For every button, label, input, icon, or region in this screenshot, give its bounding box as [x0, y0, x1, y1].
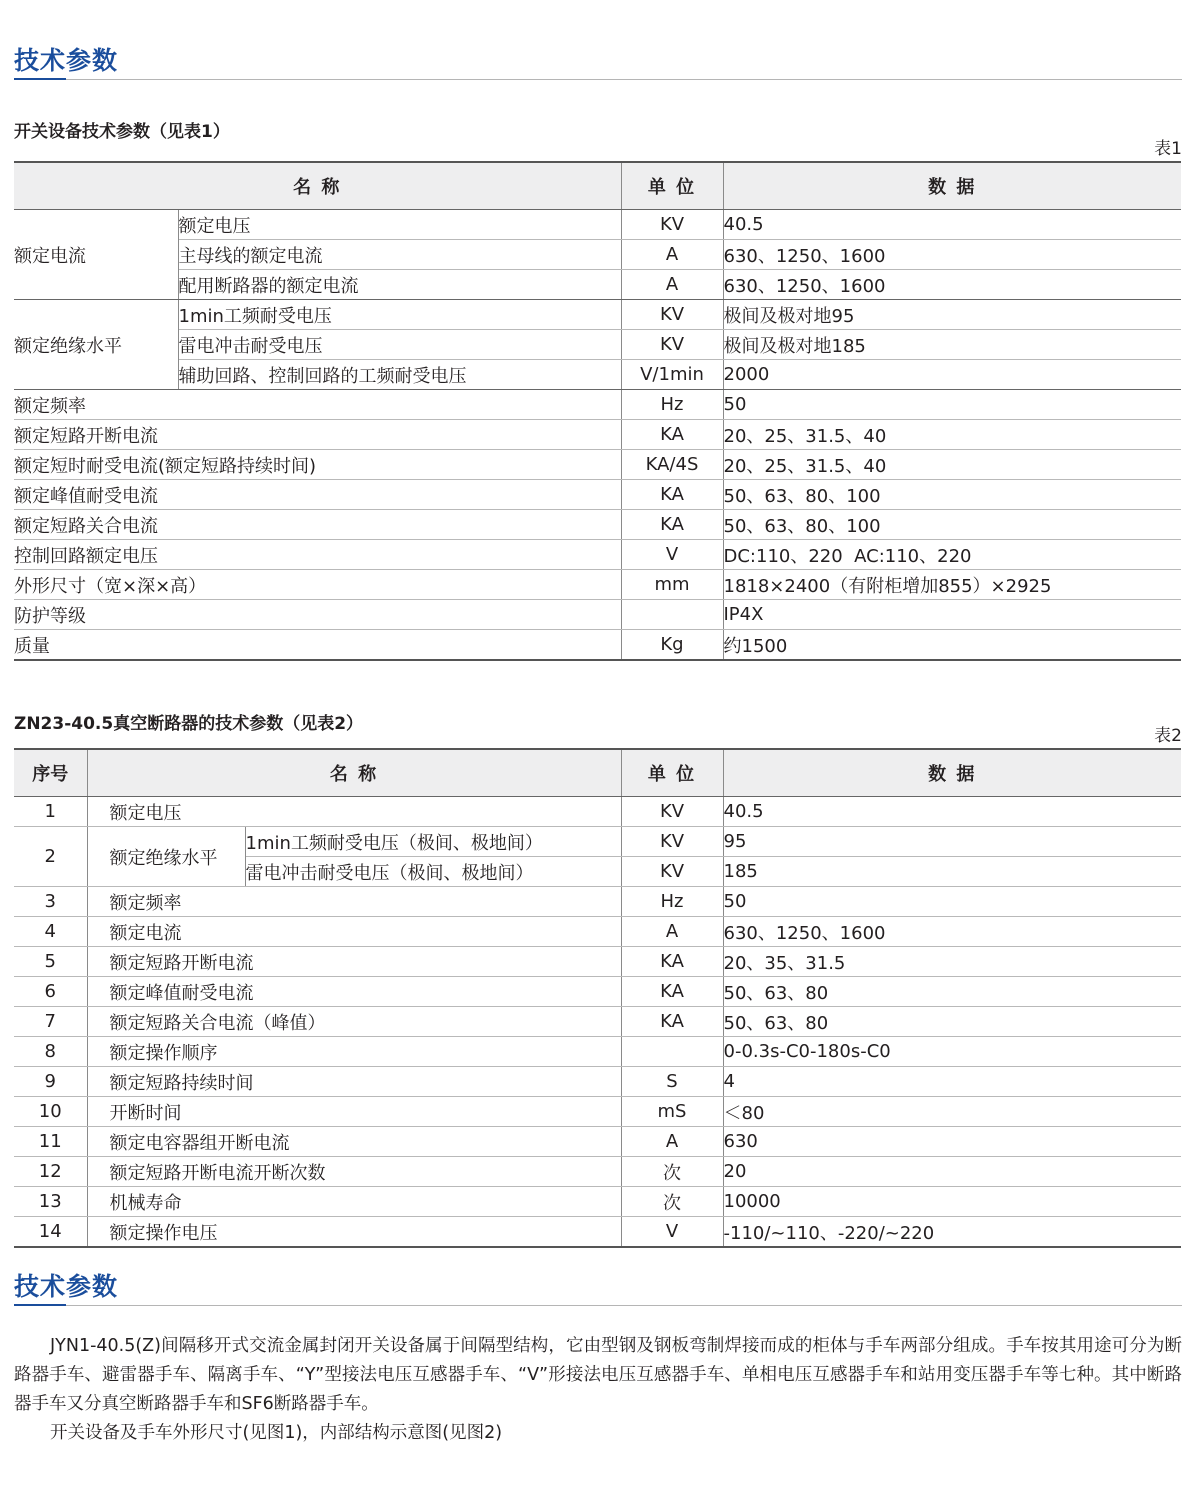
- row-name: 1min工频耐受电压: [178, 300, 621, 330]
- row-value: 0-0.3s-C0-180s-C0: [723, 1037, 1181, 1067]
- row-unit: Hz: [621, 390, 723, 420]
- row-name: 额定峰值耐受电流: [87, 977, 621, 1007]
- row-unit: KA: [621, 480, 723, 510]
- row-name: 额定电流: [87, 917, 621, 947]
- row-value: 95: [723, 827, 1181, 857]
- row-unit: 次: [621, 1187, 723, 1217]
- table-row: [14, 797, 1181, 827]
- row-seq: 4: [14, 917, 87, 947]
- row-value: 50、63、80、100: [723, 510, 1181, 540]
- row-value: 10000: [723, 1187, 1181, 1217]
- header-unit: 单 位: [621, 162, 723, 210]
- group-label: 额定电流: [14, 210, 178, 300]
- row-unit: KA: [621, 510, 723, 540]
- section-rule: [66, 79, 1182, 80]
- row-name: 配用断路器的额定电流: [178, 270, 621, 300]
- section-title: 技术参数: [14, 46, 119, 75]
- row-unit: V: [621, 1217, 723, 1248]
- table-row: [14, 510, 1181, 540]
- table-row: [14, 1157, 1181, 1187]
- row-unit: Hz: [621, 887, 723, 917]
- row-value: 50、63、80: [723, 977, 1181, 1007]
- table-row: [14, 330, 1181, 360]
- row-value: 20: [723, 1157, 1181, 1187]
- row-value: 40.5: [723, 797, 1181, 827]
- row-seq: 11: [14, 1127, 87, 1157]
- row-unit: V/1min: [621, 360, 723, 390]
- table-row: [14, 1097, 1181, 1127]
- row-name: 额定电压: [178, 210, 621, 240]
- row-name: 防护等级: [14, 600, 621, 630]
- table-row: [14, 270, 1181, 300]
- row-unit: mS: [621, 1097, 723, 1127]
- row-unit: KA: [621, 947, 723, 977]
- section-rule: [66, 1305, 1182, 1306]
- row-value: 630、1250、1600: [723, 240, 1181, 270]
- row-value: DC:110、220 AC:110、220: [723, 540, 1181, 570]
- row-seq: 1: [14, 797, 87, 827]
- row-name: 控制回路额定电压: [14, 540, 621, 570]
- header-unit: 单 位: [621, 749, 723, 797]
- row-seq: 3: [14, 887, 87, 917]
- row-name: 额定操作电压: [87, 1217, 621, 1248]
- row-name: 额定操作顺序: [87, 1037, 621, 1067]
- row-name: 主母线的额定电流: [178, 240, 621, 270]
- row-name: 额定短路开断电流: [14, 420, 621, 450]
- row-value: IP4X: [723, 600, 1181, 630]
- row-value: 630: [723, 1127, 1181, 1157]
- row-unit: A: [621, 1127, 723, 1157]
- row-unit: [621, 600, 723, 630]
- row-unit: KV: [621, 300, 723, 330]
- table-row: [14, 917, 1181, 947]
- row-name: 质量: [14, 630, 621, 661]
- row-name: 额定电压: [87, 797, 621, 827]
- table-row: [14, 977, 1181, 1007]
- row-seq: 10: [14, 1097, 87, 1127]
- row-name: 额定频率: [87, 887, 621, 917]
- table2-number: 表2: [1154, 726, 1182, 746]
- header-data: 数 据: [723, 162, 1181, 210]
- table-row: [14, 827, 1181, 857]
- row-unit: KA/4S: [621, 450, 723, 480]
- table-row: [14, 947, 1181, 977]
- row-unit: S: [621, 1067, 723, 1097]
- row-value: 2000: [723, 360, 1181, 390]
- row-seq: 12: [14, 1157, 87, 1187]
- section-title-underline: [14, 78, 66, 80]
- row-seq: 14: [14, 1217, 87, 1248]
- table-row: [14, 210, 1181, 240]
- section-title: 技术参数: [14, 1272, 119, 1301]
- row-unit: KV: [621, 797, 723, 827]
- row-unit: [621, 1037, 723, 1067]
- description-paragraph: 开关设备及手车外形尺寸(见图1)，内部结构示意图(见图2): [50, 1423, 503, 1443]
- table-header-row: [14, 162, 1181, 210]
- row-unit: A: [621, 240, 723, 270]
- row-name: 额定频率: [14, 390, 621, 420]
- row-unit: KV: [621, 857, 723, 887]
- row-name: 额定短路关合电流: [14, 510, 621, 540]
- row-subname: 雷电冲击耐受电压（极间、极地间）: [245, 857, 621, 887]
- row-name: 额定电容器组开断电流: [87, 1127, 621, 1157]
- table-row: [14, 540, 1181, 570]
- row-name: 雷电冲击耐受电压: [178, 330, 621, 360]
- row-unit: KA: [621, 977, 723, 1007]
- table-row: [14, 1067, 1181, 1097]
- table-row: [14, 1187, 1181, 1217]
- row-value: 50、63、80、100: [723, 480, 1181, 510]
- table-row: [14, 420, 1181, 450]
- row-name: 额定峰值耐受电流: [14, 480, 621, 510]
- row-seq: 9: [14, 1067, 87, 1097]
- row-seq: 2: [14, 827, 87, 887]
- row-unit: 次: [621, 1157, 723, 1187]
- table-row: [14, 887, 1181, 917]
- row-value: -110/~110、-220/~220: [723, 1217, 1181, 1248]
- table-row: [14, 570, 1181, 600]
- row-seq: 6: [14, 977, 87, 1007]
- row-value: 极间及极对地95: [723, 300, 1181, 330]
- group-label: 额定绝缘水平: [14, 300, 178, 390]
- row-subname: 1min工频耐受电压（极间、极地间）: [245, 827, 621, 857]
- row-unit: V: [621, 540, 723, 570]
- row-value: 约1500: [723, 630, 1181, 661]
- section-title-underline: [14, 1304, 66, 1306]
- row-value: 50: [723, 887, 1181, 917]
- row-name: 额定短路开断电流开断次数: [87, 1157, 621, 1187]
- row-name: 额定绝缘水平: [87, 827, 245, 887]
- row-value: 20、25、31.5、40: [723, 420, 1181, 450]
- row-name: 额定短时耐受电流(额定短路持续时间): [14, 450, 621, 480]
- table-row: [14, 450, 1181, 480]
- row-name: 额定短路持续时间: [87, 1067, 621, 1097]
- table-row: [14, 480, 1181, 510]
- table2-caption: ZN23-40.5真空断路器的技术参数（见表2）: [14, 714, 364, 734]
- table-row: [14, 1217, 1181, 1248]
- row-name: 开断时间: [87, 1097, 621, 1127]
- row-value: 20、35、31.5: [723, 947, 1181, 977]
- table-row: [14, 1007, 1181, 1037]
- row-value: 630、1250、1600: [723, 917, 1181, 947]
- row-value: 1818×2400（有附柜增加855）×2925: [723, 570, 1181, 600]
- row-name: 额定短路关合电流（峰值）: [87, 1007, 621, 1037]
- row-unit: A: [621, 917, 723, 947]
- switchgear-spec-table: [14, 161, 1181, 661]
- table-row: [14, 240, 1181, 270]
- row-unit: A: [621, 270, 723, 300]
- table1-caption: 开关设备技术参数（见表1）: [14, 122, 230, 142]
- row-seq: 7: [14, 1007, 87, 1037]
- table-row: [14, 360, 1181, 390]
- row-value: 20、25、31.5、40: [723, 450, 1181, 480]
- row-name: 外形尺寸（宽×深×高）: [14, 570, 621, 600]
- row-value: 40.5: [723, 210, 1181, 240]
- row-value: 50: [723, 390, 1181, 420]
- row-value: 50、63、80: [723, 1007, 1181, 1037]
- header-name: 名 称: [87, 749, 621, 797]
- row-name: 额定短路开断电流: [87, 947, 621, 977]
- row-value: 极间及极对地185: [723, 330, 1181, 360]
- table-row: [14, 1037, 1181, 1067]
- row-value: 185: [723, 857, 1181, 887]
- row-unit: KA: [621, 1007, 723, 1037]
- row-value: ＜80: [723, 1097, 1181, 1127]
- row-unit: Kg: [621, 630, 723, 661]
- header-name: 名 称: [14, 162, 621, 210]
- table-header-row: [14, 749, 1181, 797]
- table-row: [14, 300, 1181, 330]
- table-row: [14, 390, 1181, 420]
- row-unit: KV: [621, 330, 723, 360]
- row-unit: KV: [621, 827, 723, 857]
- table-row: [14, 600, 1181, 630]
- breaker-spec-table: [14, 748, 1181, 1248]
- table-row: [14, 1127, 1181, 1157]
- row-unit: KV: [621, 210, 723, 240]
- header-data: 数 据: [723, 749, 1181, 797]
- description-text: [14, 1332, 1182, 1448]
- row-seq: 13: [14, 1187, 87, 1217]
- header-seq: 序号: [14, 749, 87, 797]
- row-value: 630、1250、1600: [723, 270, 1181, 300]
- description-paragraph: JYN1-40.5(Z)间隔移开式交流金属封闭开关设备属于间隔型结构，它由型钢及钢板弯制焊接而成的柜体与手车两部分组成。手车按其用途可分为断路器手车、避雷器手车、隔离手车、“Y”型接法电压互感器手车、“V”形接法电压互感器手车、单相电压互感器手车和站用变压器手车等七种。其中断路器手车又分真空断路器手车和SF6断路器手车。: [14, 1336, 1182, 1414]
- row-value: 4: [723, 1067, 1181, 1097]
- row-name: 机械寿命: [87, 1187, 621, 1217]
- row-unit: KA: [621, 420, 723, 450]
- row-seq: 8: [14, 1037, 87, 1067]
- row-seq: 5: [14, 947, 87, 977]
- row-unit: mm: [621, 570, 723, 600]
- table1-number: 表1: [1154, 139, 1182, 159]
- table-row: [14, 630, 1181, 661]
- row-name: 辅助回路、控制回路的工频耐受电压: [178, 360, 621, 390]
